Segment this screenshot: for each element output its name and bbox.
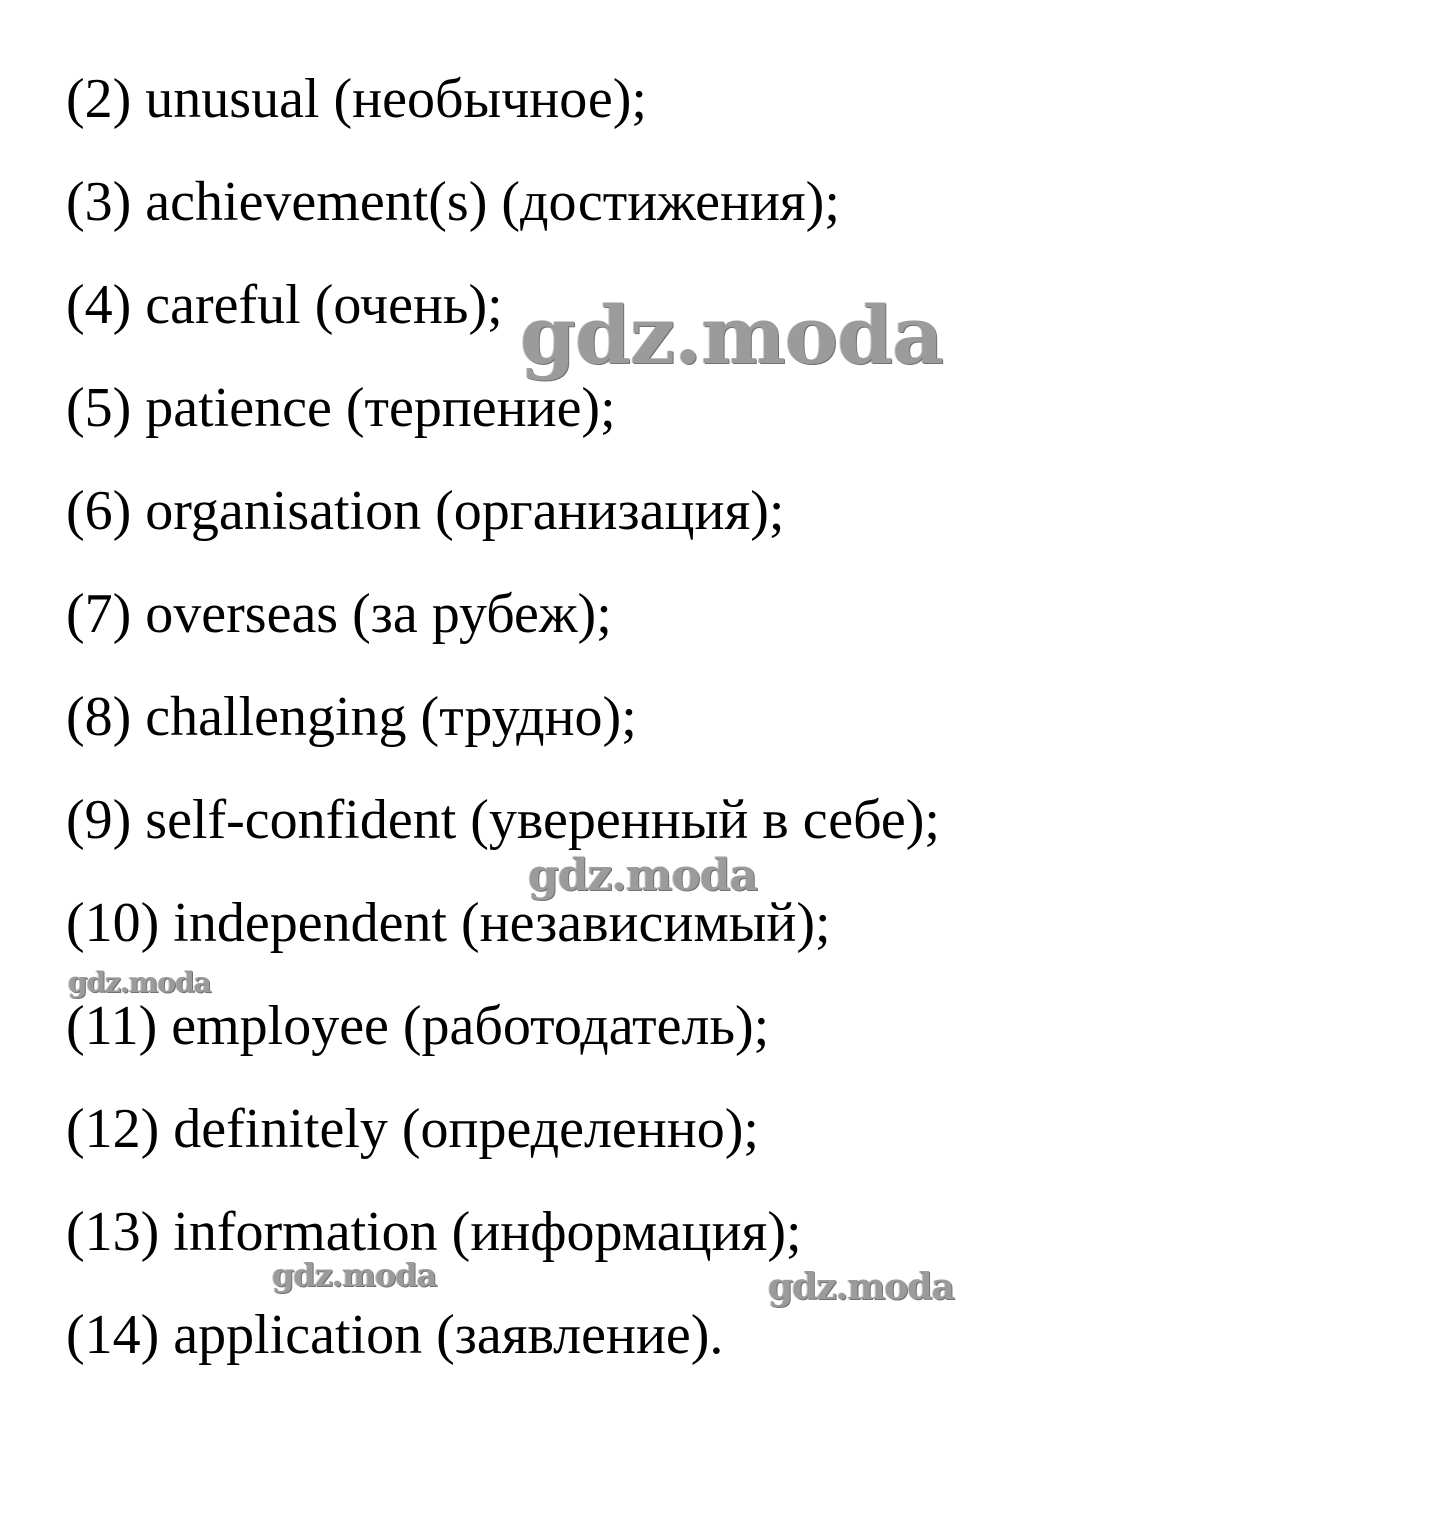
answer-line: (10) independent (независимый); <box>66 892 831 954</box>
answer-line: (4) careful (очень); <box>66 274 503 336</box>
watermark-logo: gdz.moda <box>520 288 943 382</box>
answer-line: (2) unusual (необычное); <box>66 68 647 130</box>
answer-line: (13) information (информация); <box>66 1201 802 1263</box>
answer-line: (8) challenging (трудно); <box>66 686 637 748</box>
answer-line: (5) patience (терпение); <box>66 377 616 439</box>
answer-line: (12) definitely (определенно); <box>66 1098 759 1160</box>
watermark-logo: gdz.moda <box>768 1266 954 1308</box>
watermark-logo: gdz.moda <box>68 966 211 999</box>
answer-line: (11) employee (работодатель); <box>66 995 770 1057</box>
answer-line: (7) overseas (за рубеж); <box>66 583 612 645</box>
answer-line: (14) application (заявление). <box>66 1304 724 1366</box>
answer-line: (6) organisation (организация); <box>66 480 785 542</box>
answer-list <box>66 64 940 1403</box>
answer-line: (3) achievement(s) (достижения); <box>66 171 840 233</box>
watermark-logo: gdz.moda <box>272 1256 437 1294</box>
watermark-logo: gdz.moda <box>528 850 758 901</box>
answer-line: (9) self-confident (уверенный в себе); <box>66 789 940 851</box>
